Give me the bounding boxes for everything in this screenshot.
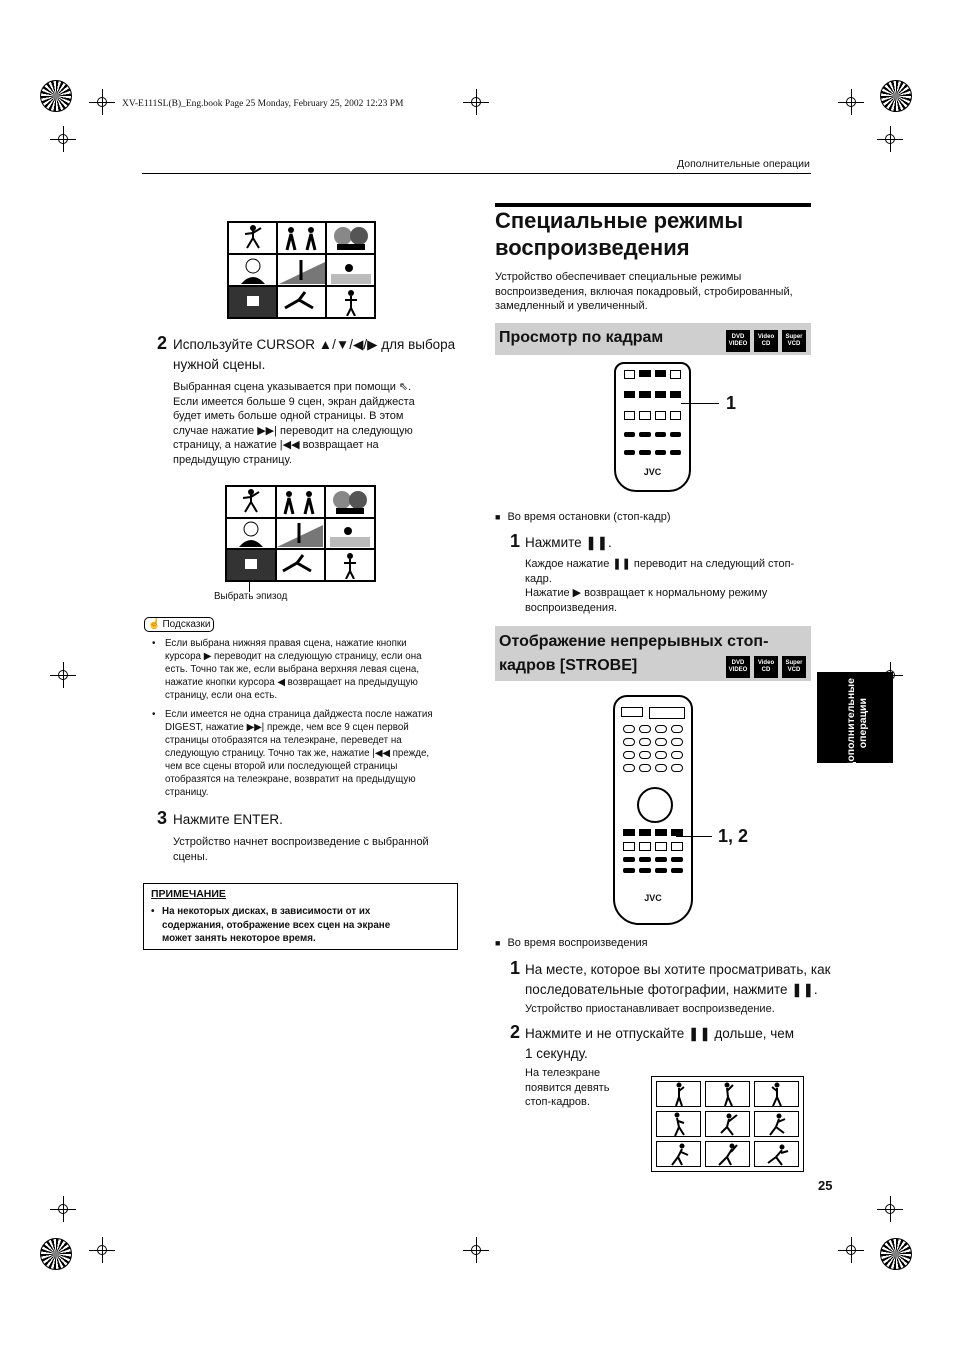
scene-thumbnail xyxy=(326,519,374,549)
scene-thumbnail xyxy=(278,255,325,285)
tips-badge: ☝ Подсказки xyxy=(144,617,214,632)
strobe-frames-grid xyxy=(651,1076,804,1172)
digest-grid-top xyxy=(227,221,376,319)
section-header-frame-advance xyxy=(495,323,811,355)
scene-thumbnail-selected xyxy=(227,550,275,580)
super-vcd-badge: Super VCD xyxy=(782,656,806,678)
callout-label: 1, 2 xyxy=(718,826,749,846)
strobe-frame xyxy=(656,1141,701,1167)
scene-thumbnail xyxy=(229,287,276,317)
step-title: Используйте CURSOR ▲/▼/◀/▶ для выбора xyxy=(173,337,456,352)
step-title: Нажмите и не отпускайте ❚❚ дольше, чем 1 секунду. xyxy=(525,1026,795,1061)
scene-thumbnail xyxy=(327,255,374,285)
tip-item: • Если имеется не одна страница дайджеста после нажатия DIGEST, нажатие ▶▶| прежде, чем все 9 сцен первой страницы отобразятся на телеэкране, переведет на следующую страницу. Точно так же, нажатие |◀◀ прежде, чем все сцены второй или последующей страницы отобразятся на телеэкране, возвратит на предыдущую страницу. xyxy=(152,709,433,798)
condition-line: ■ Во время остановки (стоп-кадр) xyxy=(495,511,671,523)
tip-item: • Если выбрана нижняя правая сцена, нажатие кнопки курсора ▶ переводит на следующую страницу, если она есть. Точно так же, если выбрана верхняя левая сцена, нажатие кнопки курсора ◀ возвращает на предыдущую страницу, если она есть. xyxy=(152,638,422,701)
crosshair-mark xyxy=(50,126,76,152)
step-body: Устройство начнет воспроизведение с выбранной сцены. xyxy=(173,836,429,863)
strobe-frame xyxy=(705,1141,750,1167)
scene-thumbnail xyxy=(326,550,374,580)
crosshair-mark xyxy=(877,126,903,152)
video-cd-badge: Video CD xyxy=(754,330,778,352)
step-title: Нажмите ENTER. xyxy=(173,812,283,827)
section-title: Отображение непрерывных стоп- кадров [STROBE] xyxy=(499,633,769,674)
hand-icon: ☝ xyxy=(148,619,161,630)
dvd-video-badge: DVD VIDEO xyxy=(726,656,750,678)
callout-line xyxy=(676,836,712,837)
crosshair-mark xyxy=(877,1196,903,1222)
strobe-frame xyxy=(754,1111,799,1137)
section-header-strobe xyxy=(495,626,811,681)
dvd-video-badge: DVD VIDEO xyxy=(726,330,750,352)
crosshair-mark xyxy=(463,1237,489,1263)
section-side-tab: Дополнительные операции xyxy=(817,672,893,763)
callout-label: 1 xyxy=(726,393,737,413)
step-number: 1 xyxy=(510,531,521,551)
crosshair-mark xyxy=(89,89,115,115)
super-vcd-badge: Super VCD xyxy=(782,330,806,352)
scene-thumbnail xyxy=(227,519,275,549)
scene-thumbnail xyxy=(326,487,374,517)
step-body: На телеэкране появится девять стоп-кадров. xyxy=(525,1067,610,1108)
digest-grid-selected xyxy=(225,485,376,582)
step-body: Устройство приостанавливает воспроизведение. xyxy=(525,1003,775,1015)
crosshair-mark xyxy=(838,1237,864,1263)
scene-thumbnail xyxy=(277,487,325,517)
condition-line: ■ Во время воспроизведения xyxy=(495,937,648,949)
scene-thumbnail xyxy=(277,550,325,580)
section-title: Просмотр по кадрам xyxy=(499,329,664,346)
file-info-line: XV-E111SL(B)_Eng.book Page 25 Monday, February 25, 2002 12:23 PM xyxy=(122,99,404,109)
step-title: На месте, которое вы хотите просматривать, как последовательные фотографии, нажмите ❚❚. xyxy=(525,962,831,997)
step-title: нужной сцены. xyxy=(173,357,266,372)
strobe-frame xyxy=(754,1141,799,1167)
grid-caption: Выбрать эпизод xyxy=(214,591,288,602)
scene-thumbnail xyxy=(327,223,374,253)
registration-target-bottom-left xyxy=(40,1238,72,1270)
remote-control-illustration xyxy=(614,362,691,492)
note-title: ПРИМЕЧАНИЕ xyxy=(151,888,226,900)
scene-thumbnail xyxy=(278,287,325,317)
callout-line xyxy=(681,403,719,404)
step-number: 3 xyxy=(157,808,168,828)
scene-thumbnail xyxy=(327,287,374,317)
step-number: 1 xyxy=(510,958,521,978)
crosshair-mark xyxy=(89,1237,115,1263)
step-number: 2 xyxy=(157,333,168,353)
note-box xyxy=(143,883,458,950)
scene-thumbnail xyxy=(229,223,276,253)
video-cd-badge: Video CD xyxy=(754,656,778,678)
strobe-frame xyxy=(705,1081,750,1107)
crosshair-mark xyxy=(838,89,864,115)
registration-target-top-left xyxy=(40,80,72,112)
header-rule xyxy=(142,173,811,174)
scene-thumbnail xyxy=(278,223,325,253)
step-number: 2 xyxy=(510,1022,521,1042)
crosshair-mark xyxy=(463,89,489,115)
running-header: Дополнительные операции xyxy=(677,158,810,170)
scene-thumbnail xyxy=(277,519,325,549)
intro-text: Устройство обеспечивает специальные режимы воспроизведения, включая покадровый, стробированный, замедленный и увеличенный. xyxy=(495,271,793,312)
remote-control-illustration xyxy=(613,695,693,925)
tips-list xyxy=(152,637,462,799)
remote-brand: JVC xyxy=(643,467,662,477)
crosshair-mark xyxy=(50,1196,76,1222)
strobe-frame xyxy=(705,1111,750,1137)
strobe-frame xyxy=(656,1111,701,1137)
note-body: • На некоторых дисках, в зависимости от их содержания, отображение всех сцен на экране может занять некоторое время. xyxy=(151,906,391,944)
step-body: Выбранная сцена указывается при помощи ⇖. Если имеется больше 9 сцен, экран дайджеста будет иметь больше одной страницы. В этом случае нажатие ▶▶| переводит на следующую страницу, а нажатие |◀◀ возвращает на предыдущую страницу. xyxy=(173,381,415,466)
strobe-frame xyxy=(754,1081,799,1107)
page-title: Специальные режимы воспроизведения xyxy=(495,208,744,260)
remote-brand: JVC xyxy=(644,893,662,903)
registration-target-bottom-right xyxy=(880,1238,912,1270)
scene-thumbnail xyxy=(227,487,275,517)
step-title: Нажмите ❚❚. xyxy=(525,535,612,550)
strobe-frame xyxy=(656,1081,701,1107)
page-number: 25 xyxy=(818,1178,833,1193)
crosshair-mark xyxy=(50,662,76,688)
step-body: Каждое нажатие ❚❚ переводит на следующий стоп- кадр. Нажатие ▶ возвращает к нормальному режиму воспроизведения. xyxy=(525,558,795,614)
scene-thumbnail xyxy=(229,255,276,285)
registration-target-top-right xyxy=(880,80,912,112)
